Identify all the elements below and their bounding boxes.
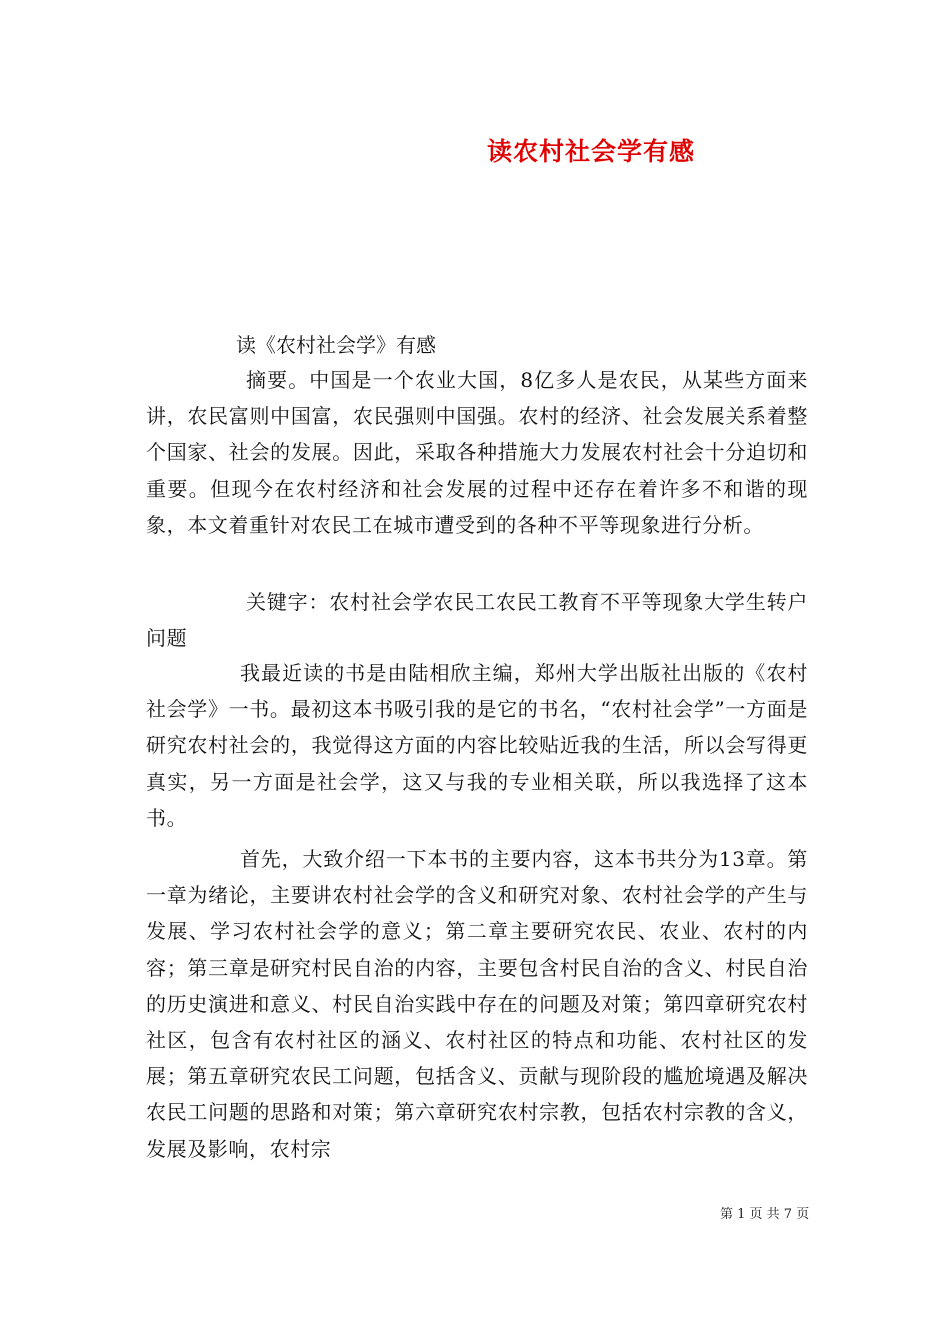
keywords-paragraph: 关键字：农村社会学农民工农民工教育不平等现象大学生转户问题 <box>146 590 808 651</box>
document-title: 读农村社会学有感 <box>487 137 696 166</box>
abstract-paragraph: 摘要。中国是一个农业大国，8亿多人是农民，从某些方面来讲，农民富则中国富，农民强则中国强。农村的经济、社会发展关系着整个国家、社会的发展。因此，采取各种措施大力发展农村社会十分迫切和重要。但现今在农村经济和社会发展的过程中还存在着许多不和谐的现象，本文着重针对农民工在城市遭受到的各种不平等现象进行分析。 <box>146 368 808 537</box>
document-subtitle: 读《农村社会学》有感 <box>236 333 436 357</box>
intro-paragraph: 我最近读的书是由陆相欣主编，郑州大学出版社出版的《农村社会学》一书。最初这本书吸引我的是它的书名，“农村社会学”一方面是研究农村社会的，我觉得这方面的内容比较贴近我的生活，所以会写得更真实，另一方面是社会学，这又与我的专业相关联，所以我选择了这本书。 <box>146 661 808 830</box>
content-summary-paragraph: 首先，大致介绍一下本书的主要内容，这本书共分为13章。第一章为绪论，主要讲农村社会学的含义和研究对象、农村社会学的产生与发展、学习农村社会学的意义；第二章主要研究农民、农业、农村的内容；第三章是研究村民自治的内容，主要包含村民自治的含义、村民自治的历史演进和意义、村民自治实践中存在的问题及对策；第四章研究农村社区，包含有农村社区的涵义、农村社区的特点和功能、农村社区的发展；第五章研究农民工问题，包括含义、贡献与现阶段的尴尬境遇及解决农民工问题的思路和对策；第六章研究农村宗教，包括农村宗教的含义，发展及影响，农村宗 <box>146 847 808 1161</box>
page-number-footer: 第 1 页 共 7 页 <box>720 1207 810 1222</box>
